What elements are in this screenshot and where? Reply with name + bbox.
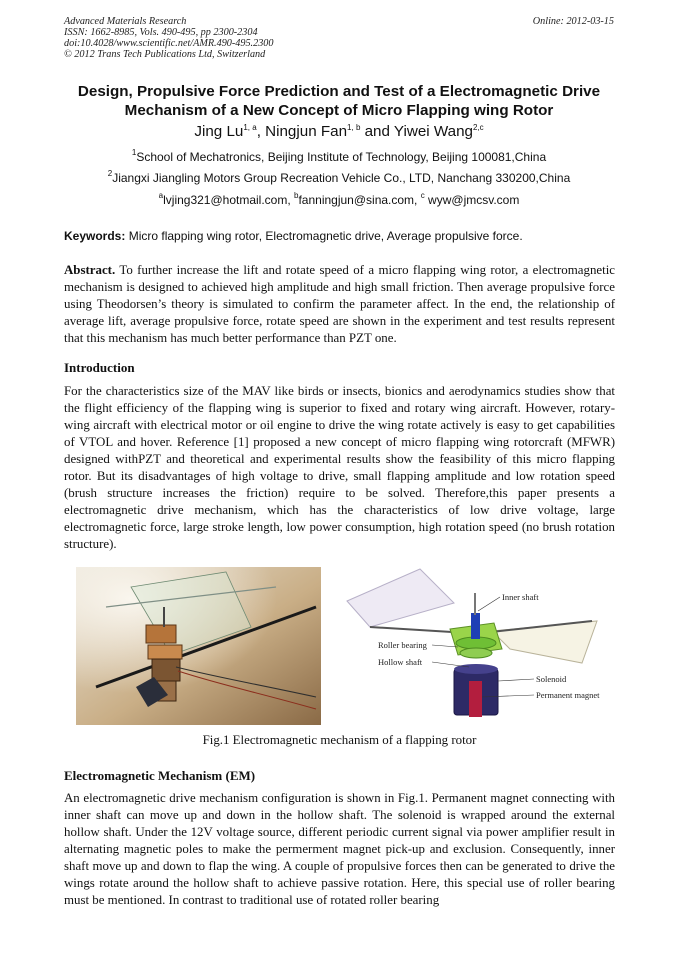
introduction-heading: Introduction: [64, 360, 135, 375]
label-solenoid: Solenoid: [536, 674, 567, 684]
author-1: Jing Lu: [194, 123, 244, 140]
title-line-1: Design, Propulsive Force Prediction and Test of a Electromagnetic Drive: [77, 83, 601, 100]
keywords-text: Micro flapping wing rotor, Electromagnetic drive, Average propulsive force.: [125, 229, 523, 243]
email-b: fanningjun@sina.com,: [298, 193, 421, 207]
em-section-heading: Electromagnetic Mechanism (EM): [64, 768, 256, 783]
author-list: [40, 123, 638, 140]
author-2: Ningjun Fan: [265, 123, 348, 140]
em-section-text: An electromagnetic drive mechanism configuration is shown in Fig.1. Permanent magnet connecting with inner shaft can move up and down in the hollow shaft. The solenoid is wrapped around the external hollow shaft. Under the 12V voltage source, different periodic current signal via power amplifier result in alternating magnetic poles to make the permerment magnet pick-up and exclusion. Consequently, inner shaft move up and down to flap the wing. A couple of propulsive forces then can be generated to drive the wings rotate around the hollow shaft to achieve passive rotation. Here, this special use of roller bearing must be mentioned. In contrast to traditional use of rotated roller bearing: [64, 791, 615, 907]
email-a-mark: a: [158, 191, 164, 200]
affiliation-1-text: School of Mechatronics, Beijing Institute of Technology, Beijing 100081,China: [136, 150, 547, 164]
email-a: lvjing321@hotmail.com,: [163, 193, 295, 207]
figure-cad-drawing: [342, 563, 610, 731]
keywords: [64, 229, 523, 243]
label-inner-shaft: Inner shaft: [502, 592, 539, 602]
title-line-2: Mechanism of a New Concept of Micro Flapping wing Rotor: [124, 102, 554, 119]
cad-diagram: [342, 563, 610, 731]
abstract: [64, 262, 615, 347]
email-b-mark: b: [294, 191, 299, 200]
abstract-label: Abstract.: [64, 263, 116, 277]
issn-line: ISSN: 1662-8985, Vols. 490-495, pp 2300-2304: [64, 27, 258, 38]
keywords-label: Keywords:: [64, 229, 126, 243]
author-1-affil: 1, a: [243, 123, 257, 132]
author-separator: and: [360, 123, 394, 140]
affiliation-1-mark: 1: [131, 148, 137, 157]
email-c-mark: c: [420, 191, 425, 200]
author-separator: ,: [256, 123, 266, 140]
online-date: Online: 2012-03-15: [532, 16, 614, 27]
author-3-affil: 2,c: [472, 123, 484, 132]
affiliation-1: [40, 150, 638, 164]
introduction-text: For the characteristics size of the MAV like birds or insects, bionics and aerodynamics studies show that the flight efficiency of the flapping wing is superior to fixed and rotary wing aircraft. However, rotary-wing aircraft with electrical motor or oil engine to drive the wing rotate actively is easy to get capabilities of VTOL and hover. Reference [1] proposed a new concept of micro flapping wing rotorcraft (MFWR) designed withPZT and theoretical and experimental results show the feasibility of this micro flapping rotor. But its disadvantages of high voltage to drive, small flapping amplitude and low rotation speed (brush structure increases the friction) require to be solved. Therefore,this paper presents a electromagnetic drive mechanism, which has the characteristics of low drive voltage, large electromagnetic force, large stroke length, low power consumption, high rotation speed (no brush rotation structure).: [64, 384, 615, 551]
author-2-affil: 1, b: [347, 123, 361, 132]
affiliation-2-mark: 2: [107, 169, 113, 178]
affiliation-2-text: Jiangxi Jiangling Motors Group Recreation Vehicle Co., LTD, Nanchang 330200,China: [112, 171, 571, 185]
author-3: Yiwei Wang: [393, 123, 473, 140]
doi-line: doi:10.4028/www.scientific.net/AMR.490-495.2300: [64, 38, 274, 49]
label-hollow-shaft: Hollow shaft: [378, 657, 423, 667]
journal-name: Advanced Materials Research: [64, 16, 187, 27]
figure-photo: [76, 567, 321, 725]
email-c: wyw@jmcsv.com: [424, 193, 520, 207]
email-line: [40, 193, 638, 207]
copyright-line: © 2012 Trans Tech Publications Ltd, Switzerland: [64, 49, 266, 60]
abstract-text: To further increase the lift and rotate speed of a micro flapping wing rotor, a electromagnetic mechanism is designed to achieved high amplitude and high small friction. Then average propulsive force using Theodorsen’s theory is simulated to confirm the parameter affect. In the end, the relationship of average lift, average propulsive force, rotate speed are shown in the experiment and test results represent that this mechanism has much better performance than PZT one.: [64, 263, 615, 345]
label-roller-bearing: Roller bearing: [378, 640, 427, 650]
figure-caption: Fig.1 Electromagnetic mechanism of a flapping rotor: [202, 733, 477, 747]
prototype-photo-image: [76, 567, 321, 725]
paper-title: [40, 82, 638, 120]
affiliation-2: [40, 171, 638, 185]
label-permanent-magnet: Permanent magnet: [536, 690, 600, 700]
